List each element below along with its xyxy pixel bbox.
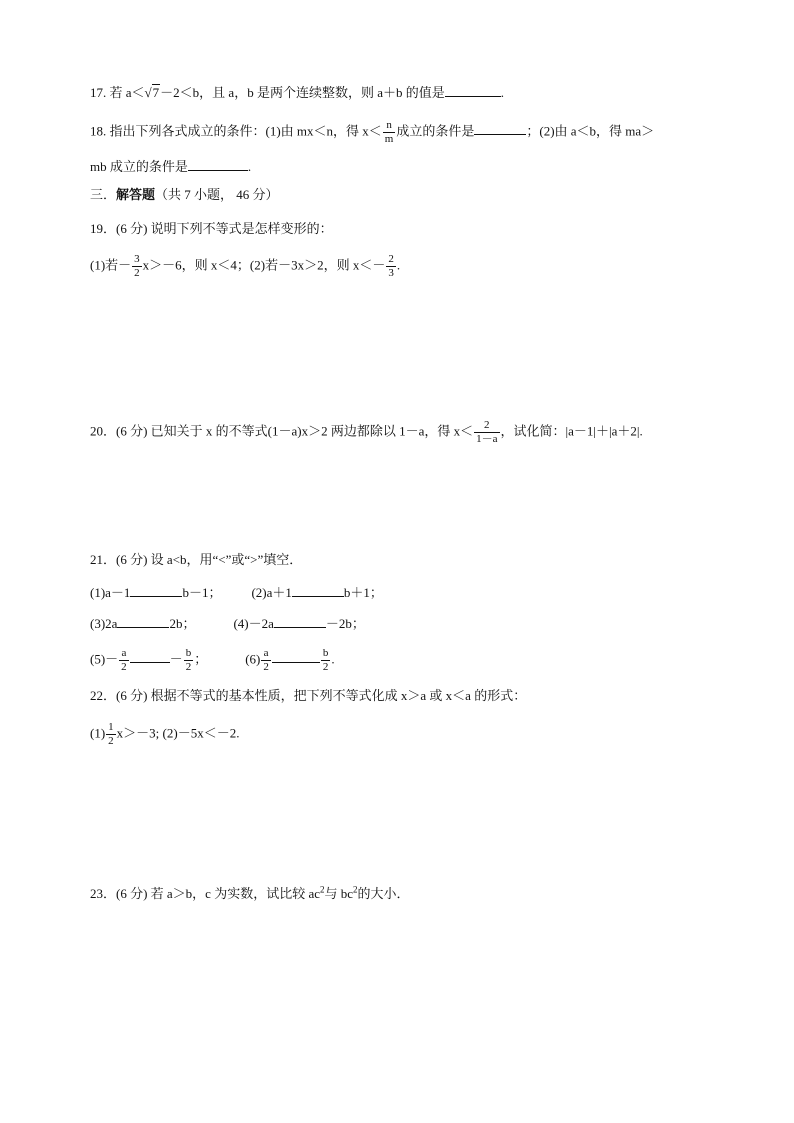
question-19-parts: (1)若－ $\frac{3}{2}$ x＞－6，则 x＜4；(2)若－3x＞2，则 x＜－ $\frac{2}{3}$ . [90,253,401,279]
question-21-row3: (5)－ $\frac{a}{2}$ － $\frac{b}{2}$ ； (6) $\frac{a}{2}$ $\frac{b}{2}$ . [90,647,335,673]
question-22: 22．(6 分) 根据不等式的基本性质，把下列不等式化成 x＞a 或 x＜a 的形式： [90,688,527,703]
fraction: $\frac{a}{2}$ [263,647,269,673]
answer-blank[interactable] [188,156,248,171]
answer-blank[interactable] [474,120,526,135]
fraction: $\frac{a}{2}$ [121,647,127,673]
fraction: $\frac{b}{2}$ [322,647,329,673]
q17-label: 17. 若 a＜ [90,85,145,100]
answer-blank[interactable] [130,648,170,663]
fraction: $\frac{b}{2}$ [185,647,192,673]
question-21-row2: (3)2a 2b； (4)－2a －2b； [90,613,365,634]
answer-blank[interactable] [272,648,320,663]
question-22-parts: (1) $\frac{1}{2}$ x＞－3; (2)－5x＜－2. [90,721,240,747]
answer-blank[interactable] [292,582,344,597]
fraction: $\frac{2}{1-a}$ [476,419,498,445]
question-18: 18. 指出下列各式成立的条件：(1)由 mx＜n，得 x＜ $\frac{n}{m}$ 成立的条件是 ；(2)由 a＜b，得 ma＞ [90,119,655,145]
question-17: 17. 若 a＜√7－2＜b，且 a，b 是两个连续整数，则 a＋b 的值是 . [90,82,504,103]
section-heading: 三．解答题（共 7 小题， 46 分） [90,187,279,202]
answer-blank[interactable] [130,582,182,597]
fraction: $\frac{2}{3}$ [388,253,394,279]
answer-blank[interactable] [274,613,326,628]
answer-blank[interactable] [445,82,501,97]
question-19: 19．(6 分) 说明下列不等式是怎样变形的： [90,221,333,236]
q18-label: 18. 指出下列各式成立的条件：(1)由 mx＜n，得 x＜ [90,123,382,139]
question-21: 21．(6 分) 设 a<b，用“<”或“>”填空． [90,552,303,567]
question-20: 20．(6 分) 已知关于 x 的不等式(1－a)x＞2 两边都除以 1－a，得 x＜ $\frac{2}{1-a}$ ，试化简：|a－1|＋|a＋2|. [90,419,643,445]
answer-blank[interactable] [117,613,169,628]
fraction: $\frac{1}{2}$ [108,721,114,747]
fraction: $\frac{n}{m}$ [384,119,394,145]
sqrt-expression: √7 [144,85,160,100]
question-23: 23．(6 分) 若 a＞b，c 为实数，试比较 $ac^2$与 $bc^2$的大小． [90,884,410,901]
question-18-line2: mb 成立的条件是 . [90,156,251,177]
fraction: $\frac{3}{2}$ [134,253,140,279]
question-21-row1: (1)a－1 b－1； (2)a＋1 b＋1； [90,582,383,603]
